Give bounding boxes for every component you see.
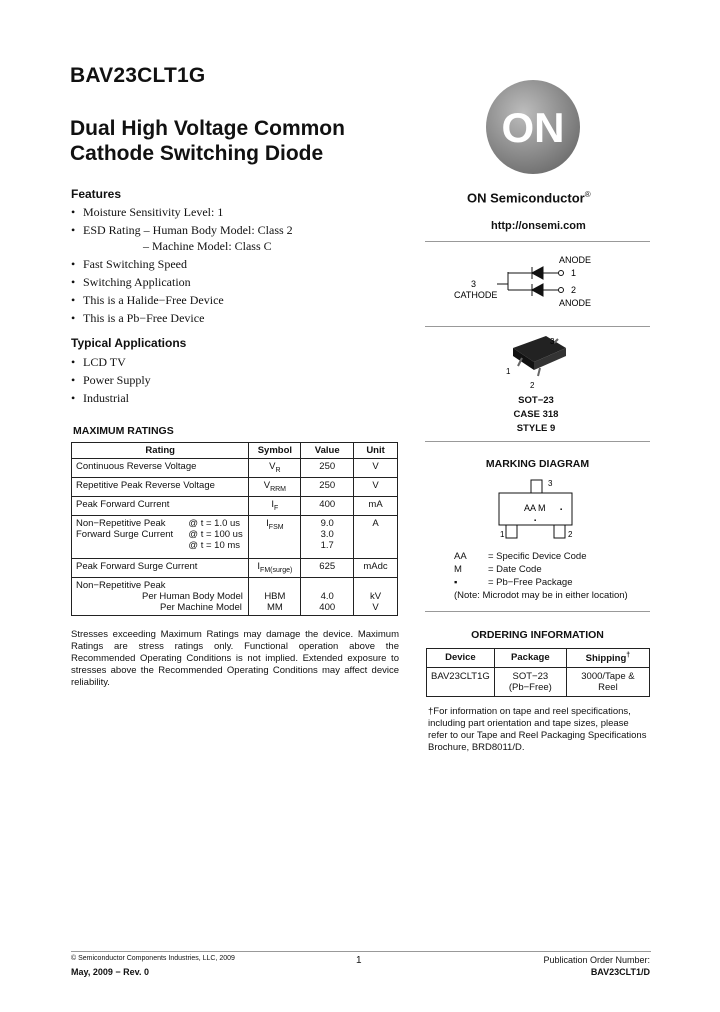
footer-divider xyxy=(71,951,651,952)
table-row: Peak Forward Surge Current $I_{FM(surge)}$ 625 mAdc xyxy=(72,559,398,578)
document-title xyxy=(70,116,410,166)
table-header-row xyxy=(72,443,398,459)
max-ratings-table xyxy=(71,442,398,616)
max-ratings-heading: MAXIMUM RATINGS xyxy=(73,425,174,437)
company-name: ON Semiconductor® xyxy=(467,190,591,206)
legend-row: M = Date Code xyxy=(454,564,542,575)
package-info: SOT−23 CASE 318 STYLE 9 xyxy=(513,395,559,434)
marking-diagram-heading: MARKING DIAGRAM xyxy=(485,458,590,470)
marking-diagram xyxy=(492,475,592,545)
table-row: Peak Forward Current $I_F$ 400 mA xyxy=(72,497,398,516)
feature-item-continuation: – Machine Model: Class C xyxy=(143,239,272,253)
publication-number: BAV23CLT1/D xyxy=(590,967,650,977)
divider-3 xyxy=(425,441,650,442)
feature-item: • Moisture Sensitivity Level: 1 xyxy=(71,205,224,219)
table-row: Repetitive Peak Reverse Voltage $V_{RRM}$ 250 V xyxy=(72,478,398,497)
logo-text: ON xyxy=(501,104,565,151)
stress-note: Stresses exceeding Maximum Ratings may damage the device. Maximum Ratings are stress ratings only. Functional operation above the Recommended Operating Conditions is not implied. Extended exposure to stresses above the Recommended Operating Conditions may affect device reliability. xyxy=(71,629,399,688)
pin-2-label: 2 xyxy=(571,285,577,295)
legend-note: (Note: Microdot may be in either location) xyxy=(454,590,628,601)
table-row: Non−Repetitive Peak Per Human Body Model Per Machine Model HBM MM 4.0 400 kV V xyxy=(72,578,398,616)
marking-pin-2: 2 xyxy=(568,530,573,539)
legend-row: ▪ = Pb−Free Package xyxy=(454,577,573,588)
ordering-heading: ORDERING INFORMATION xyxy=(471,629,604,641)
divider-4 xyxy=(425,611,650,612)
divider-1 xyxy=(425,241,650,242)
ordering-footnote: †For information on tape and reel specifications, including part orientation and tape sizes, please refer to our Tape and Reel Packaging Specifications Brochure, BRD8011/D. xyxy=(428,706,647,753)
pin-3-label: 3 xyxy=(471,279,477,289)
divider-2 xyxy=(425,326,650,327)
applications-heading: Typical Applications xyxy=(71,336,187,350)
sot23-package-illustration xyxy=(498,330,578,392)
cathode-label: CATHODE xyxy=(454,290,498,300)
title-line-2: Cathode Switching Diode xyxy=(70,142,324,165)
table-row: Non−Repetitive Peak Forward Surge Current @ t = 1.0 us @ t = 100 us @ t = 10 ms $I_{FSM}$ 9.0 3.0 1.7 A xyxy=(72,516,398,559)
pkg-pin-3: 3 xyxy=(550,337,555,346)
col-header: Value xyxy=(301,443,354,459)
anode-top-label: ANODE xyxy=(559,255,592,265)
marking-code: AA M xyxy=(524,503,546,513)
feature-item: • This is a Pb−Free Device xyxy=(71,311,205,325)
table-row: Continuous Reverse Voltage $V_R$ 250 V xyxy=(72,459,398,478)
marking-legend xyxy=(454,550,628,602)
part-number: BAV23CLT1G xyxy=(70,64,206,87)
marking-pin-1: 1 xyxy=(500,530,505,539)
anode-bottom-label: ANODE xyxy=(559,298,592,308)
marking-microdot-bottom: ▪ xyxy=(534,518,537,524)
title-line-1: Dual High Voltage Common xyxy=(70,117,345,140)
on-logo xyxy=(484,78,582,176)
feature-item: • Fast Switching Speed xyxy=(71,257,187,271)
application-item: • Power Supply xyxy=(71,373,151,387)
marking-microdot-right: ▪ xyxy=(560,507,563,513)
feature-item: • ESD Rating – Human Body Model: Class 2 xyxy=(71,223,293,237)
publication-label: Publication Order Number: xyxy=(543,955,650,965)
features-heading: Features xyxy=(71,187,122,201)
pkg-pin-1: 1 xyxy=(506,367,511,376)
circuit-schematic xyxy=(440,252,650,312)
col-header: Symbol xyxy=(249,443,301,459)
feature-item: • Switching Application xyxy=(71,275,191,289)
table-row: BAV23CLT1G SOT−23 (Pb−Free) 3000/Tape & Reel xyxy=(427,668,650,697)
application-item: • Industrial xyxy=(71,391,129,405)
legend-row: AA = Specific Device Code xyxy=(454,551,587,562)
revision-date: May, 2009 − Rev. 0 xyxy=(71,967,149,977)
pkg-pin-2: 2 xyxy=(530,381,535,390)
company-url[interactable]: http://onsemi.com xyxy=(491,220,586,232)
col-header: Rating xyxy=(72,443,249,459)
pin-1-label: 1 xyxy=(571,268,577,278)
application-item: • LCD TV xyxy=(71,355,126,369)
ordering-table xyxy=(426,648,650,697)
feature-item: • This is a Halide−Free Device xyxy=(71,293,224,307)
table-header-row: Device Package Shipping† xyxy=(427,649,650,668)
marking-pin-3: 3 xyxy=(548,479,553,488)
copyright: © Semiconductor Components Industries, LLC, 2009 xyxy=(71,955,235,962)
col-header: Unit xyxy=(354,443,398,459)
page-number: 1 xyxy=(356,955,362,966)
